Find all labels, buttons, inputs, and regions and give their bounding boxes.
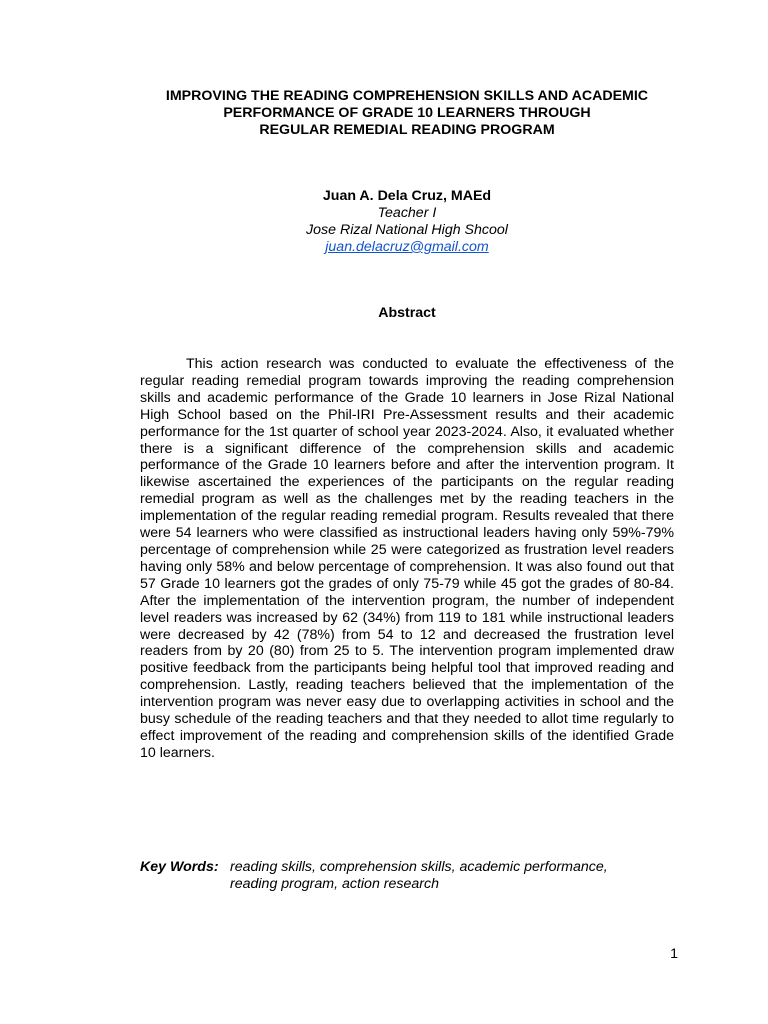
author-name: Juan A. Dela Cruz, MAEd [322,188,492,204]
page-number: 1 [670,946,678,962]
paper-title [130,88,684,139]
abstract-body: This action research was conducted to evaluate the effectiveness of the regular reading remedial program towards improving the reading comprehension skills and academic performance of the Grade 10 learners in Jose Rizal National High School based on the Phil-IRI Pre-Assessment results and their academic performance for the 1st quarter of school year 2023-2024. Also, it evaluated whether there is a significant difference of the comprehension skills and academic performance of the Grade 10 learners before and after the intervention program. It likewise ascertained the experiences of the participants on the regular reading remedial program as well as the challenges met by the reading teachers in the implementation of the regular reading remedial program. Results revealed that there were 54 learners who were classified as instructional leaders having only 59%-79% percentage of comprehension while 25 were categorized as frustration level readers having only 58% and below percentage of comprehension. It was also found out that 57 Grade 10 learners got the grades of only 75-79 while 45 got the grades of 80-84. After the implementation of the intervention program, the number of independent level readers was increased by 62 (34%) from 119 to 181 while instructional leaders were decreased by 42 (78%) from 54 to 12 and decreased the frustration level readers from by 20 (80) from 25 to 5. The intervention program implemented draw positive feedback from the participants being helpful tool that improved reading and comprehension. Lastly, reading teachers believed that the implementation of the intervention program was never easy due to overlapping activities in school and the busy schedule of the reading teachers and that they needed to allot time regularly to effect improvement of the reading and comprehension skills of the identified Grade 10 learners. [140,356,674,761]
title-line-2: PERFORMANCE OF GRADE 10 LEARNERS THROUGH [223,105,591,121]
keywords-block [140,859,700,893]
keywords-label: Key Words: [140,859,219,875]
keywords-line-1: reading skills, comprehension skills, academic performance, [230,859,608,875]
title-line-3: REGULAR REMEDIAL READING PROGRAM [259,122,555,138]
author-school: Jose Rizal National High Shcool [306,222,508,238]
author-block [130,188,684,256]
author-email-link[interactable]: juan.delacruz@gmail.com [325,239,489,255]
title-line-1: IMPROVING THE READING COMPREHENSION SKILLS AND ACADEMIC [165,88,649,104]
author-role: Teacher I [377,205,437,221]
abstract-heading: Abstract [378,305,436,321]
keywords-line-2: reading program, action research [230,876,439,892]
